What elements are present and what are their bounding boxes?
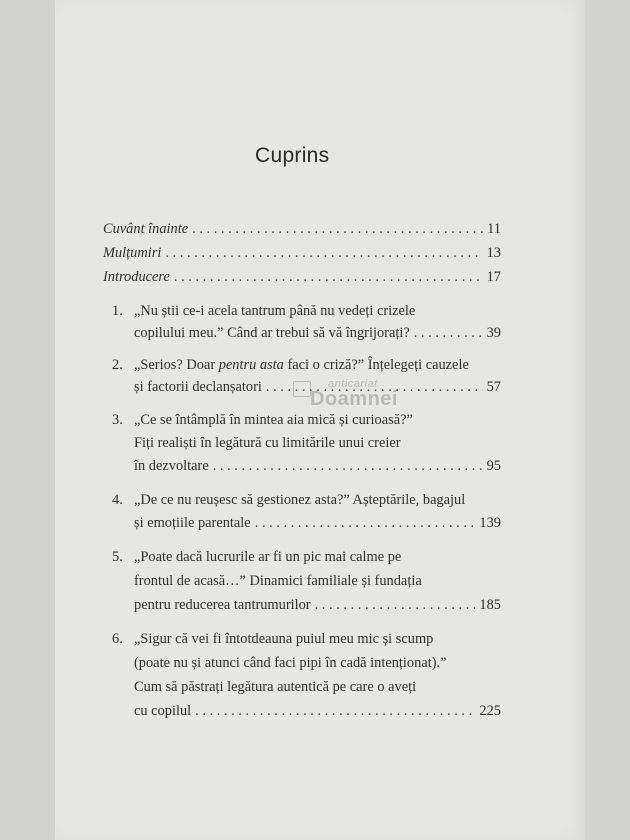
chapter-number: 5.: [112, 549, 123, 565]
leader-dots: [255, 512, 476, 534]
toc-label: Cuvânt înainte: [103, 221, 189, 237]
leader-dots: [174, 266, 483, 288]
leader-dots: [192, 218, 483, 240]
background-right: [585, 0, 630, 840]
toc-label: Introducere: [103, 269, 170, 285]
chapter-title-line: „Poate dacă lucrurile ar fi un pic mai calme pe: [134, 549, 402, 565]
leader-dots: [165, 242, 482, 264]
toc-entry-chapter-5: [134, 594, 501, 616]
chapter-title-line: frontul de acasă…” Dinamici familiale și fundația: [134, 573, 422, 589]
chapter-title-line: „Ce se întâmplă în mintea aia mică și curioasă?”: [134, 412, 413, 428]
text-run: „Serios? Doar: [134, 357, 219, 373]
chapter-number: 4.: [112, 492, 123, 508]
toc-entry-chapter-2: [134, 376, 501, 398]
toc-page-number: 185: [479, 597, 501, 613]
toc-page-number: 13: [486, 245, 501, 261]
chapter-title-line: cu copilul: [134, 703, 192, 719]
chapter-title-line: Cum să păstrați legătura autentică pe care o aveți: [134, 679, 417, 695]
toc-entry-chapter-3: [134, 455, 501, 477]
watermark-bottom: Doamnei: [310, 388, 398, 410]
toc-entry-foreword: [103, 218, 501, 240]
book-icon: [293, 381, 311, 397]
toc-entry-chapter-6: [134, 700, 501, 722]
chapter-title-line: „Nu știi ce-i acela tantrum până nu vedeți crizele: [134, 303, 416, 319]
toc-entry-acknowledgements: [103, 242, 501, 264]
toc-page-number: 95: [486, 458, 501, 474]
chapter-title-line: (poate nu și atunci când faci pipi în cadă intenționat).”: [134, 655, 447, 671]
chapter-title-line: Fiți realiști în legătură cu limitările unui creier: [134, 435, 401, 451]
chapter-title-line: și emoțiile parentale: [134, 515, 251, 531]
toc-page-number: 57: [486, 379, 501, 395]
chapter-title-line: „Sigur că vei fi întotdeauna puiul meu mic și scump: [134, 631, 434, 647]
toc-page-number: 139: [479, 515, 501, 531]
toc-page-number: 11: [487, 221, 501, 237]
text-run-italic: pentru asta: [218, 357, 284, 373]
toc-entry-chapter-4: [134, 512, 501, 534]
toc-page-number: 39: [486, 325, 501, 341]
background-left: [0, 0, 55, 840]
chapter-number: 6.: [112, 631, 123, 647]
toc-page-number: 17: [486, 269, 501, 285]
watermark-top: anticariat: [328, 378, 378, 390]
toc-label: Mulțumiri: [103, 245, 162, 261]
text-run: faci o criză?” Înțelegeți cauzele: [283, 357, 469, 373]
chapter-title-line: [134, 354, 469, 376]
chapter-title-line: și factorii declanșatori: [134, 379, 262, 395]
toc-entry-chapter-1: [134, 322, 501, 344]
page-title: Cuprins: [255, 144, 330, 167]
chapter-title-line: în dezvoltare: [134, 458, 209, 474]
chapter-title-line: pentru reducerea tantrumurilor: [134, 597, 311, 613]
leader-dots: [414, 322, 483, 344]
leader-dots: [195, 700, 475, 722]
toc-entry-introduction: [103, 266, 501, 288]
chapter-title-line: „De ce nu reușesc să gestionez asta?” Așteptările, bagajul: [134, 492, 466, 508]
chapter-title-line: copilului meu.” Când ar trebui să vă îngrijorați?: [134, 325, 410, 341]
chapter-number: 2.: [112, 357, 123, 373]
toc-page-number: 225: [479, 703, 501, 719]
leader-dots: [213, 455, 483, 477]
leader-dots: [315, 594, 476, 616]
chapter-number: 1.: [112, 303, 123, 319]
chapter-number: 3.: [112, 412, 123, 428]
